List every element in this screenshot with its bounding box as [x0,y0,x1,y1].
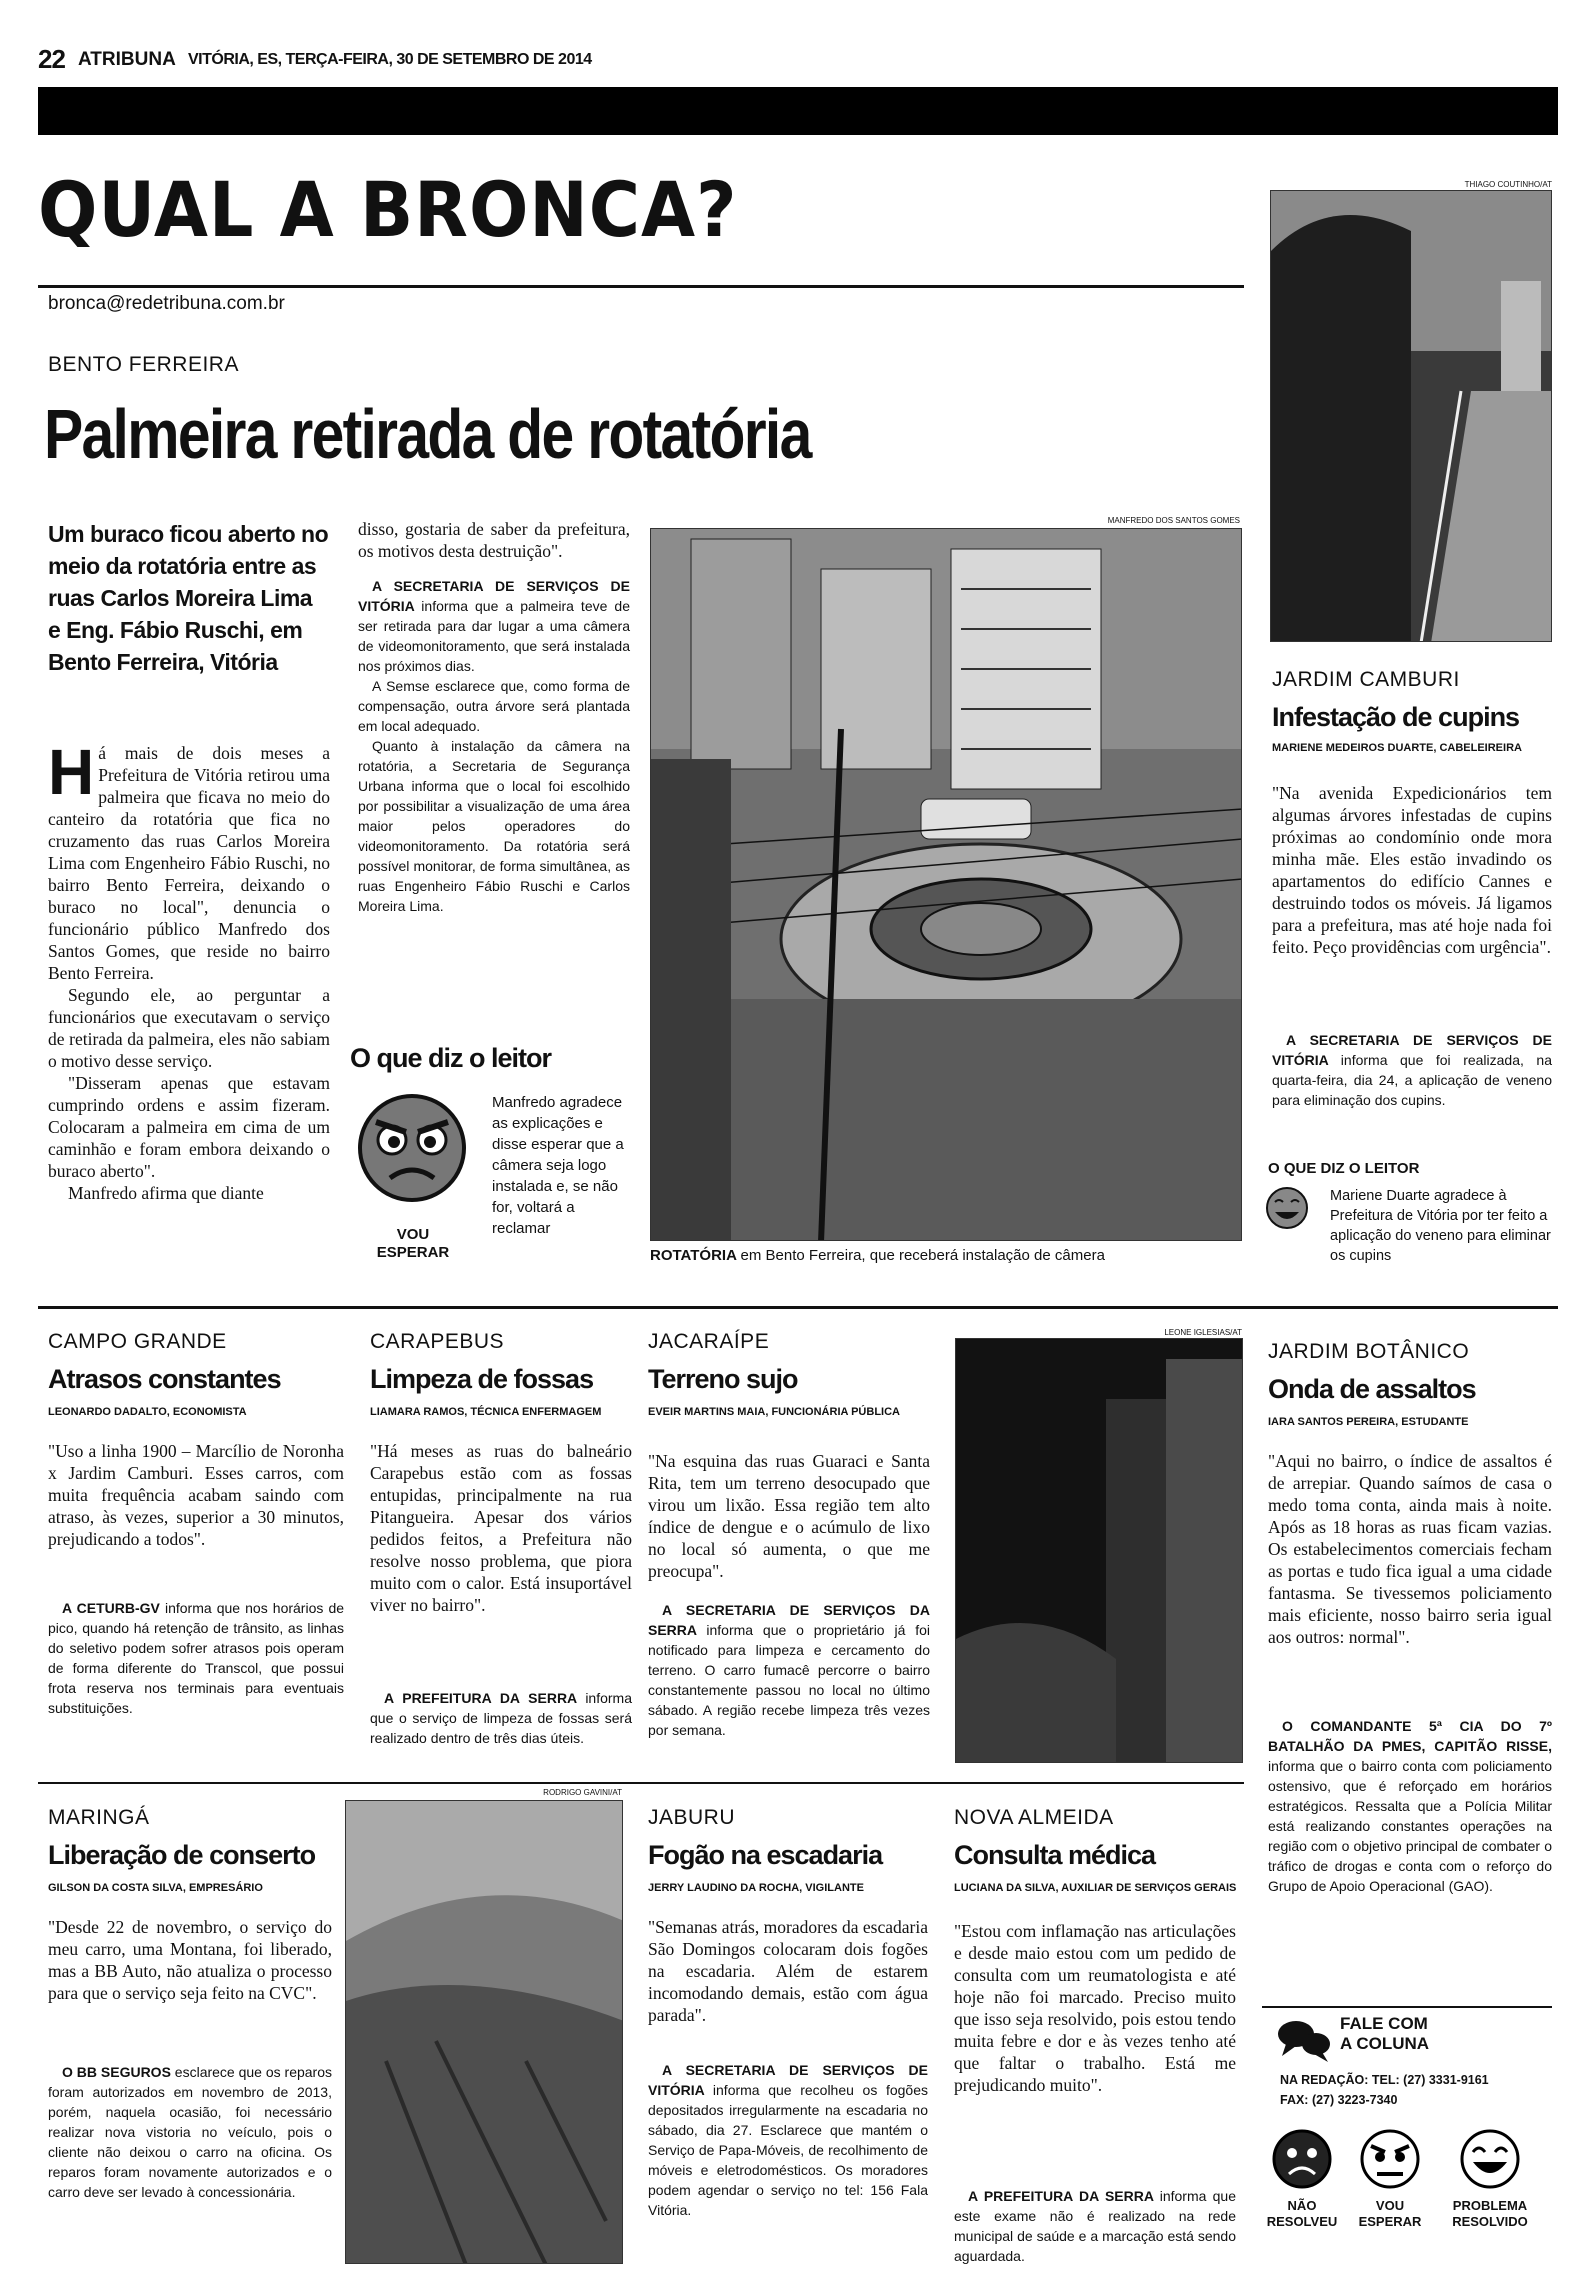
main-paragraph-5: disso, gostaria de saber da prefeitura, os motivos desta destruição". [358,519,630,561]
maringa-photo-credit: RODRIGO GAVINI/AT [543,1788,622,1797]
nova-almeida-reply: informa que este exame não é realizado na rede municipal de saúde e a marcação está sendo aguardada. [954,2188,1236,2264]
header-bar [38,87,1558,135]
face-sad-label: NÃO RESOLVEU [1266,2198,1338,2229]
page-header [38,44,1558,74]
main-reply-2: A Semse esclarece que, como forma de compensação, outra árvore será plantada em local adequado. [358,678,630,734]
main-body-col2 [358,518,630,916]
main-body-col1 [48,736,330,1204]
middle-divider [38,1306,1558,1309]
column-email[interactable]: bronca@redetribuna.com.br [48,293,285,314]
camburi-photo-credit: THIAGO COUTINHO/AT [1464,180,1552,189]
angry-face-icon [356,1092,468,1204]
jacaraipe-text: "Na esquina das ruas Guaraci e Santa Rita, tem um terreno desocupado que virou um lixão. Essa região tem alto índice de dengue e o acúmulo de lixo no local só aumenta, o que me preocupa". [648,1451,930,1581]
camburi-reply-lead: A SECRETARIA DE SERVIÇOS DE VITÓRIA [1272,1032,1552,1068]
camburi-laughing-face [1265,1186,1309,1230]
maringa-reply-lead: O BB SEGUROS [62,2064,171,2080]
contact-info [1280,2070,1489,2110]
leitor-angry-face [356,1092,468,1204]
jacaraipe-photo [955,1338,1243,1763]
campo-grande-headline: Atrasos constantes [48,1364,281,1394]
main-paragraph-4: Manfredo afirma que diante [68,1183,264,1203]
face-sad [1262,2128,1342,2230]
main-paragraph-3: "Disseram apenas que estavam cumprindo ordens e assim fizeram. Colocaram a palmeira em cima de um caminhão e foram embora deixando o buraco aberto". [48,1073,330,1181]
camburi-leitor-title: O QUE DIZ O LEITOR [1268,1160,1420,1177]
maringa-text: "Desde 22 de novembro, o serviço do meu carro, uma Montana, foi liberado, mas a BB Auto, não atualiza o processo para que o serviço seja feito na CVC". [48,1917,332,2003]
main-photo-caption [650,1247,1250,1264]
leitor-face-label: VOU ESPERAR [376,1226,450,1261]
carapebus-section-label: CARAPEBUS [370,1330,505,1353]
nova-almeida-text: "Estou com inflamação nas articulações e desde maio estou com um pedido de consulta com um reumatologista e até hoje não foi marcado. Preciso muito que isso seja resolvido, pois estou tendo muita febre e dor e às vezes tenho até que faltar o trabalho. Está me prejudicando muito". [954,1921,1236,2095]
camburi-text: "Na avenida Expedicionários tem algumas árvores infestadas de cupins próximas ao condomínio onde mora minha mãe. Eles estão invadindo os apartamentos do edifício Cannes e destruindo todos os móveis. Já ligamos para a prefeitura, mas até hoje nada foi feito. Peço providências com urgência". [1272,783,1552,957]
face-happy [1440,2128,1540,2230]
leitor-title: O que diz o leitor [350,1043,552,1073]
main-photo-credit: MANFREDO DOS SANTOS GOMES [1107,516,1240,525]
dateline: VITÓRIA, ES, TERÇA-FEIRA, 30 DE SETEMBRO DE 2014 [188,51,592,68]
carapebus-byline: LIAMARA RAMOS, TÉCNICA ENFERMAGEM [370,1406,602,1418]
main-photo [650,528,1242,1241]
main-reply-lead: A SECRETARIA DE SERVIÇOS DE VITÓRIA [358,578,630,614]
drop-cap: H [48,736,95,808]
carapebus-headline: Limpeza de fossas [370,1364,594,1394]
campo-grande-section-label: CAMPO GRANDE [48,1330,227,1353]
maringa-byline: GILSON DA COSTA SILVA, EMPRESÁRIO [48,1882,263,1894]
contact-top-rule [1262,2006,1552,2008]
caption-lead: ROTATÓRIA [650,1247,737,1264]
nova-almeida-section-label: NOVA ALMEIDA [954,1806,1114,1829]
carapebus-text: "Há meses as ruas do balneário Carapebus estão com as fossas entupidas, principalmente na rua Pitangueira. Apesar dos vários pedidos feitos, a Prefeitura não resolve nosso problema, que piora muito com o calor. Está insuportável viver no bairro". [370,1441,632,1615]
jaburu-reply-lead: A SECRETARIA DE SERVIÇOS DE VITÓRIA [648,2062,928,2098]
carapebus-reply-lead: A PREFEITURA DA SERRA [384,1690,577,1706]
botanico-reply: informa que o bairro conta com policiamento ostensivo, que é reforçado em horários estratégicos. Ressalta que a Polícia Militar está realizando constantes operações na região com o objetivo principal de combater o tráfico de drogas e conta com o reforço do Grupo de Apoio Operacional (GAO). [1268,1758,1552,1894]
camburi-leitor-text: Mariene Duarte agradece à Prefeitura de Vitória por ter feito a aplicação do veneno para eliminar os cupins [1330,1188,1551,1264]
dirty-lot-photo [956,1339,1243,1763]
jaburu-byline: JERRY LAUDINO DA ROCHA, VIGILANTE [648,1882,864,1894]
main-reply-1: informa que a palmeira teve de ser retirada para dar lugar a uma câmera de videomonitoramento, que será instalada nos próximos dias. [358,598,630,674]
face-waiting-label: VOU ESPERAR [1358,2198,1422,2229]
main-lede: Um buraco ficou aberto no meio da rotatória entre as ruas Carlos Moreira Lima e Eng. Fábio Ruschi, em Bento Ferreira, Vitória [48,521,329,675]
roundabout-photo [651,529,1242,1241]
brand-name: ATRIBUNA [78,49,176,70]
nova-almeida-headline: Consulta médica [954,1840,1156,1870]
main-paragraph-1: á mais de dois meses a Prefeitura de Vitória retirou uma palmeira que ficava no meio do canteiro da rotatória que fica no cruzamento das ruas Carlos Moreira Lima com Engenheiro Fábio Ruschi, no bairro Bento Ferreira, deixando o buraco no local", denuncia o funcionário público Manfredo dos Santos Gomes, que reside no bairro Bento Ferreira. [48,743,330,983]
campo-grande-reply-lead: A CETURB-GV [62,1600,160,1616]
jacaraipe-section-label: JACARAÍPE [648,1330,770,1353]
main-section-label: BENTO FERREIRA [48,353,239,376]
face-waiting [1350,2128,1430,2230]
nova-almeida-reply-lead: A PREFEITURA DA SERRA [968,2188,1154,2204]
column-title: QUAL A BRONCA? [38,165,738,254]
jacaraipe-photo-credit: LEONE IGLESIAS/AT [1164,1328,1242,1337]
jacaraipe-byline: EVEIR MARTINS MAIA, FUNCIONÁRIA PÚBLICA [648,1406,900,1418]
row3-divider [38,1782,1244,1784]
maringa-photo [345,1800,623,2264]
contact-fax[interactable]: FAX: (27) 3223-7340 [1280,2093,1398,2107]
campo-grande-byline: LEONARDO DADALTO, ECONOMISTA [48,1406,247,1418]
sad-face-icon [1271,2128,1333,2190]
contact-redacao-label: NA REDAÇÃO: [1280,2073,1369,2087]
maringa-headline: Liberação de conserto [48,1840,316,1870]
botanico-text: "Aqui no bairro, o índice de assaltos é de arrepiar. Quando saímos de casa o medo toma conta, ainda mais à noite. Após as 18 horas as ruas ficam vazias. Os estabelecimentos comerciais fecham as portas e tudo fica igual a uma cidade fantasma. Se tivessemos policiamento mais eficiente, nosso bairro seria igual aos outros: normal". [1268,1451,1552,1647]
happy-face-icon [1459,2128,1521,2190]
jaburu-text: "Semanas atrás, moradores da escadaria São Domingos colocaram dois fogões na escadaria. Além de estarem incomodando demais, estão com água parada". [648,1917,928,2025]
street-trees-photo [1271,191,1552,642]
carapebus-reply: informa que o serviço de limpeza de fossas será realizado dentro de três dias úteis. [370,1690,632,1746]
botanico-byline: IARA SANTOS PEREIRA, ESTUDANTE [1268,1416,1469,1428]
camburi-section-label: JARDIM CAMBURI [1272,668,1460,691]
face-happy-label: PROBLEMA RESOLVIDO [1452,2198,1528,2229]
maringa-reply: esclarece que os reparos foram autorizados em novembro de 2013, porém, naquela ocasião, foi necessário realizar nova vistoria no veículo, pois o cliente não deixou o carro na oficina. Os reparos foram novamente autorizados e o carro deve ser levado à concessionária. [48,2064,332,2200]
leitor-text: Manfredo agradece as explicações e disse esperar que a câmera seja logo instalada e, se não for, voltará a reclamar [492,1094,624,1237]
botanico-section-label: JARDIM BOTÂNICO [1268,1340,1470,1363]
page-number: 22 [38,44,65,74]
main-headline: Palmeira retirada de rotatória [44,395,811,473]
nova-almeida-byline: LUCIANA DA SILVA, AUXILIAR DE SERVIÇOS GERAIS [954,1882,1237,1894]
main-paragraph-2: Segundo ele, ao perguntar a funcionários que executavam o serviço de retirada da palmeira, eles não sabiam o motivo desse serviço. [48,985,330,1071]
botanico-headline: Onda de assaltos [1268,1374,1476,1404]
title-rule [38,285,1244,288]
laughing-face-icon [1265,1186,1309,1230]
jaburu-section-label: JABURU [648,1806,736,1829]
jacaraipe-reply: informa que o proprietário já foi notificado para limpeza e cercamento do terreno. O carro fumacê percorre o bairro constantemente passou no local no último sábado. A região recebe limpeza três vezes por semana. [648,1622,931,1738]
botanico-reply-lead: O COMANDANTE 5ª CIA DO 7º BATALHÃO DA PMES, CAPITÃO RISSE, [1268,1718,1552,1754]
maringa-section-label: MARINGÁ [48,1806,150,1829]
campo-grande-text: "Uso a linha 1900 – Marcílio de Noronha x Jardim Camburi. Esses carros, com muita frequência acabam saindo com atraso, às vezes, superior a 30 minutos, prejudicando a todos". [48,1441,344,1549]
caption-text: em Bento Ferreira, que receberá instalação de câmera [740,1247,1105,1264]
angry-face-icon [1359,2128,1421,2190]
camburi-headline: Infestação de cupins [1272,702,1520,732]
overgrown-yard-photo [346,1801,623,2264]
jaburu-reply: informa que recolheu os fogões depositados irregularmente na escadaria no sábado, dia 27. Esclarece que mantém o Serviço de Papa-Móveis, de recolhimento de móveis e eletrodomésticos. Os moradores podem agendar o serviço no tel: 156 Fala Vitória. [648,2082,929,2218]
camburi-photo [1270,190,1552,642]
camburi-reply: informa que foi realizada, na quarta-feira, dia 24, a aplicação de veneno para eliminação dos cupins. [1272,1052,1552,1108]
jacaraipe-reply-lead: A SECRETARIA DE SERVIÇOS DA SERRA [648,1602,930,1638]
main-reply-3: Quanto à instalação da câmera na rotatória, a Secretaria de Segurança Urbana informa que o local foi escolhido por possibilitar a visualização de uma área maior pelos operadores do videomonitoramento. Da rotatória será possível monitorar, de forma simultânea, as ruas Engenheiro Fábio Ruschi e Carlos Moreira Lima. [358,738,630,914]
contact-title: FALE COM A COLUNA [1340,2014,1430,2053]
camburi-byline: MARIENE MEDEIROS DUARTE, CABELEIREIRA [1272,742,1522,754]
jaburu-headline: Fogão na escadaria [648,1840,883,1870]
jacaraipe-headline: Terreno sujo [648,1364,798,1394]
contact-tel[interactable]: TEL: (27) 3331-9161 [1371,2073,1489,2087]
campo-grande-reply: informa que nos horários de pico, quando há retenção de trânsito, as linhas do seletivo podem sofrer atrasos pois operam de forma diferente do Transcol, que possui frota reserva nos terminais para eventuais substituições. [48,1600,345,1716]
speech-bubbles-icon [1276,2018,1332,2064]
